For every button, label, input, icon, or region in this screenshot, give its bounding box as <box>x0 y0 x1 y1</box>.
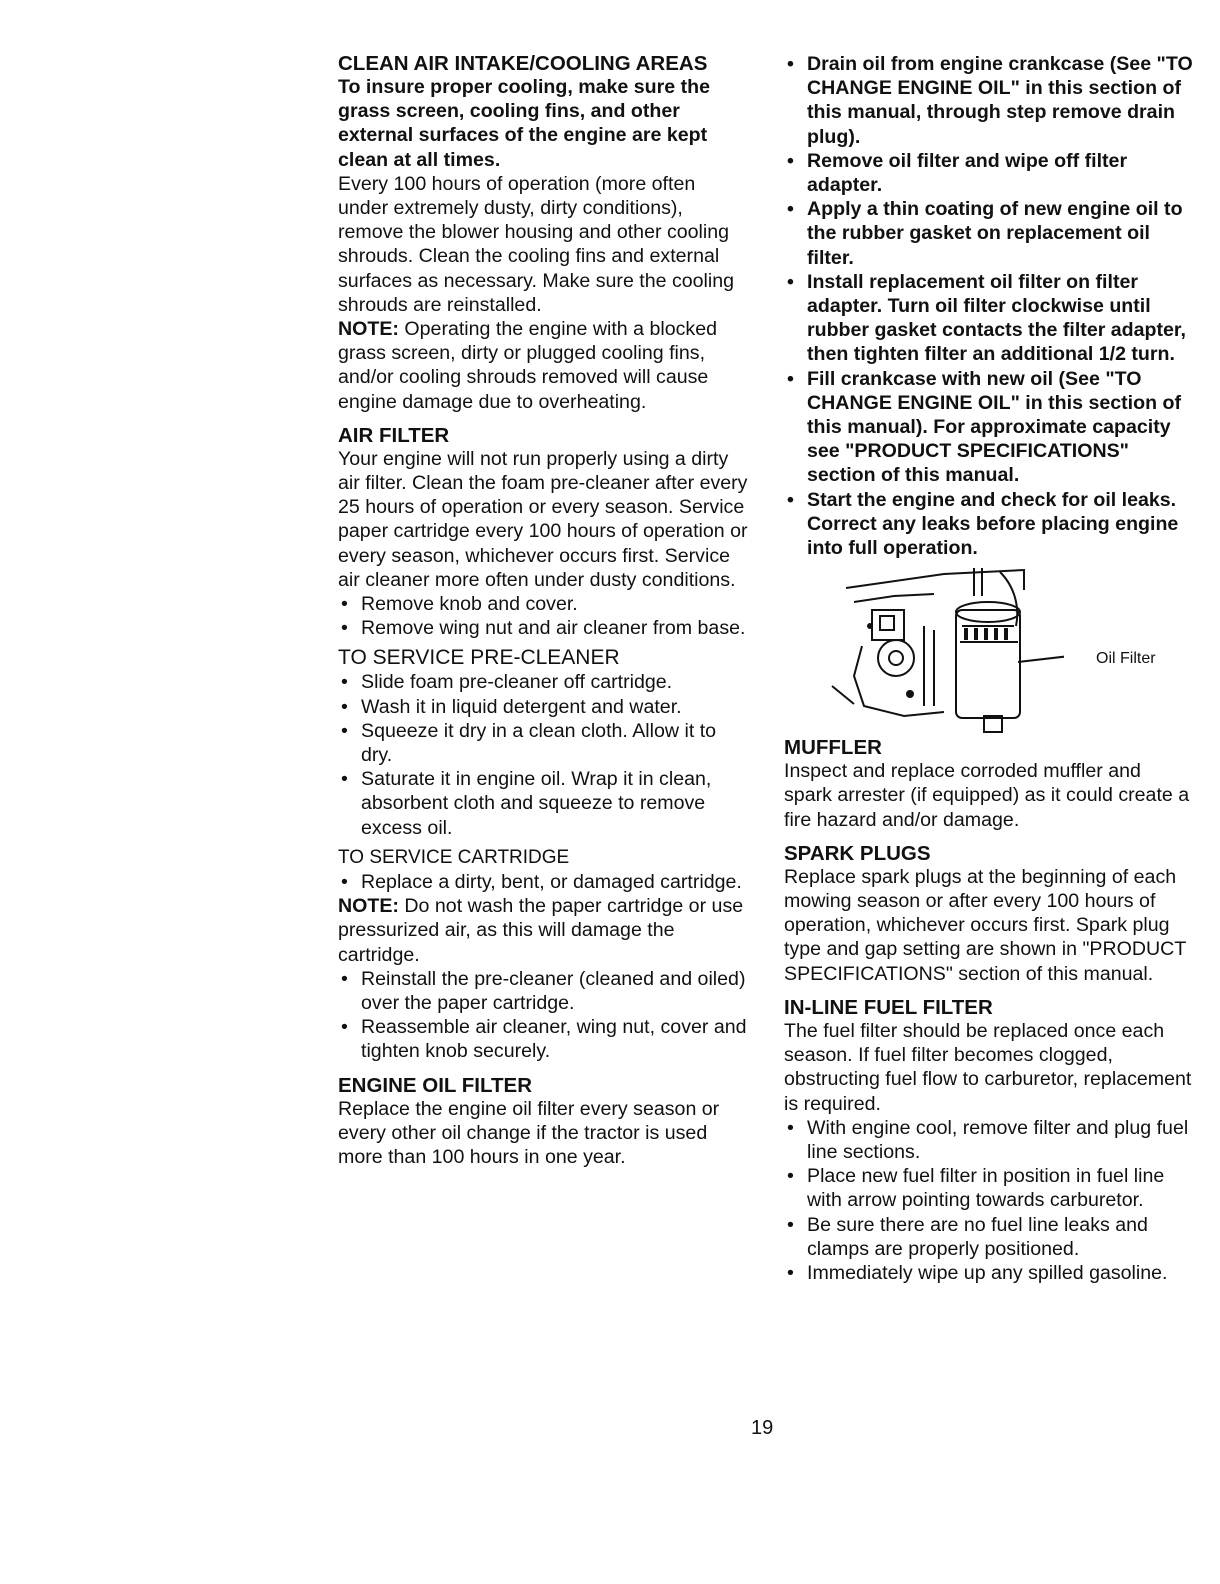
subheading-pre-cleaner: TO SERVICE PRE-CLEANER <box>338 646 620 670</box>
list-item: • Apply a thin coating of new engine oil to the rubber gasket on replacement oil filter. <box>784 197 1194 270</box>
list-item: • Reassemble air cleaner, wing nut, cover and tighten knob securely. <box>338 1015 750 1063</box>
heading-muffler: MUFFLER <box>784 736 882 760</box>
heading-spark-plugs: SPARK PLUGS <box>784 841 931 865</box>
list-item: • Squeeze it dry in a clean cloth. Allow it to dry. <box>338 719 750 767</box>
list-item: • Slide foam pre-cleaner off cartridge. <box>338 670 750 694</box>
list-item: • Be sure there are no fuel line leaks and clamps are properly positioned. <box>784 1213 1194 1261</box>
heading-engine-oil-filter: ENGINE OIL FILTER <box>338 1073 532 1097</box>
list-item: • Drain oil from engine crankcase (See "TO CHANGE ENGINE OIL" in this section of this manual, through step remove drain plug). <box>784 52 1194 149</box>
bullet-list <box>338 592 750 640</box>
list-item: • Remove oil filter and wipe off filter adapter. <box>784 149 1194 197</box>
paragraph: Every 100 hours of operation (more often under extremely dusty, dirty conditions), remove the blower housing and other cooling shrouds. Clean the cooling fins and external surfaces as necessary. Make sure the cooling shrouds are reinstalled. <box>338 172 735 316</box>
subheading-cartridge: TO SERVICE CARTRIDGE <box>338 846 570 868</box>
oil-change-steps <box>784 52 1194 560</box>
note-text: Operating the engine with a blocked grass screen, dirty or plugged cooling fins, and/or cooling shrouds removed will cause engine damage due to overheating. <box>338 318 718 413</box>
section-engine-oil-filter <box>338 1074 750 1170</box>
bullet-list <box>784 1116 1194 1285</box>
section-fuel-filter <box>784 996 1194 1285</box>
list-item: • Fill crankcase with new oil (See "TO CHANGE ENGINE OIL" in this section of this manual). For approximate capacity see "PRODUCT SPECIFICATIONS" section of this manual. <box>784 367 1194 488</box>
list-item: • Wash it in liquid detergent and water. <box>338 695 750 719</box>
paragraph: Your engine will not run properly using a dirty air filter. Clean the foam pre-cleaner after every 25 hours of operation or every season. Service paper cartridge every 100 hours of operation or every season, whichever occurs first. Service air cleaner more often under dusty conditions. <box>338 447 748 591</box>
heading-clean-air-intake: CLEAN AIR INTAKE/COOLING AREAS <box>338 52 708 75</box>
heading-fuel-filter: IN-LINE FUEL FILTER <box>784 995 993 1019</box>
list-item: • Immediately wipe up any spilled gasoline. <box>784 1261 1194 1285</box>
list-item: • Replace a dirty, bent, or damaged cartridge. <box>338 870 750 894</box>
figure-label-oil-filter: Oil Filter <box>1096 650 1156 668</box>
bullet-list <box>338 670 750 839</box>
list-item: • Install replacement oil filter on filter adapter. Turn oil filter clockwise until rubber gasket contacts the filter adapter, then tighten filter an additional 1/2 turn. <box>784 270 1194 367</box>
left-column <box>338 52 750 1169</box>
list-item: • Place new fuel filter in position in fuel line with arrow pointing towards carburetor. <box>784 1164 1194 1212</box>
page-number: 19 <box>751 1417 774 1439</box>
section-clean-air-intake <box>338 52 750 414</box>
list-item: • Reinstall the pre-cleaner (cleaned and oiled) over the paper cartridge. <box>338 967 750 1015</box>
paragraph: Replace spark plugs at the beginning of each mowing season or after every 100 hours of operation, whichever occurs first. Spark plug type and gap setting are shown in "PRODUCT SPECIFICATIONS" section of this manual. <box>784 865 1186 985</box>
section-muffler <box>784 736 1194 832</box>
note <box>338 317 750 414</box>
note-label: NOTE: <box>338 318 399 341</box>
engine-oil-filter-illustration <box>824 566 1064 734</box>
paragraph: To insure proper cooling, make sure the grass screen, cooling fins, and other external surfaces of the engine are kept clean at all times. <box>338 76 710 171</box>
paragraph: Inspect and replace corroded muffler and spark arrester (if equipped) as it could create a fire hazard and/or damage. <box>784 760 1190 831</box>
note-text: Do not wash the paper cartridge or use pressurized air, as this will damage the cartridge. <box>338 895 744 966</box>
right-column <box>784 52 1194 1285</box>
list-item: • Remove wing nut and air cleaner from base. <box>338 616 750 640</box>
bullet-list <box>338 967 750 1064</box>
list-item: • With engine cool, remove filter and plug fuel line sections. <box>784 1116 1194 1164</box>
paragraph: Replace the engine oil filter every season or every other oil change if the tractor is used more than 100 hours in one year. <box>338 1097 720 1168</box>
note-label: NOTE: <box>338 895 399 918</box>
oil-filter-figure <box>784 566 1194 734</box>
list-item: • Start the engine and check for oil leaks. Correct any leaks before placing engine into full operation. <box>784 488 1194 561</box>
bullet-list <box>338 870 750 894</box>
heading-air-filter: AIR FILTER <box>338 423 450 447</box>
paragraph: The fuel filter should be replaced once each season. If fuel filter becomes clogged, obstructing fuel flow to carburetor, replacement is required. <box>784 1019 1192 1115</box>
section-spark-plugs <box>784 842 1194 986</box>
section-air-filter <box>338 424 750 1064</box>
list-item: • Remove knob and cover. <box>338 592 750 616</box>
note <box>338 894 750 967</box>
list-item: • Saturate it in engine oil. Wrap it in clean, absorbent cloth and squeeze to remove excess oil. <box>338 767 750 840</box>
